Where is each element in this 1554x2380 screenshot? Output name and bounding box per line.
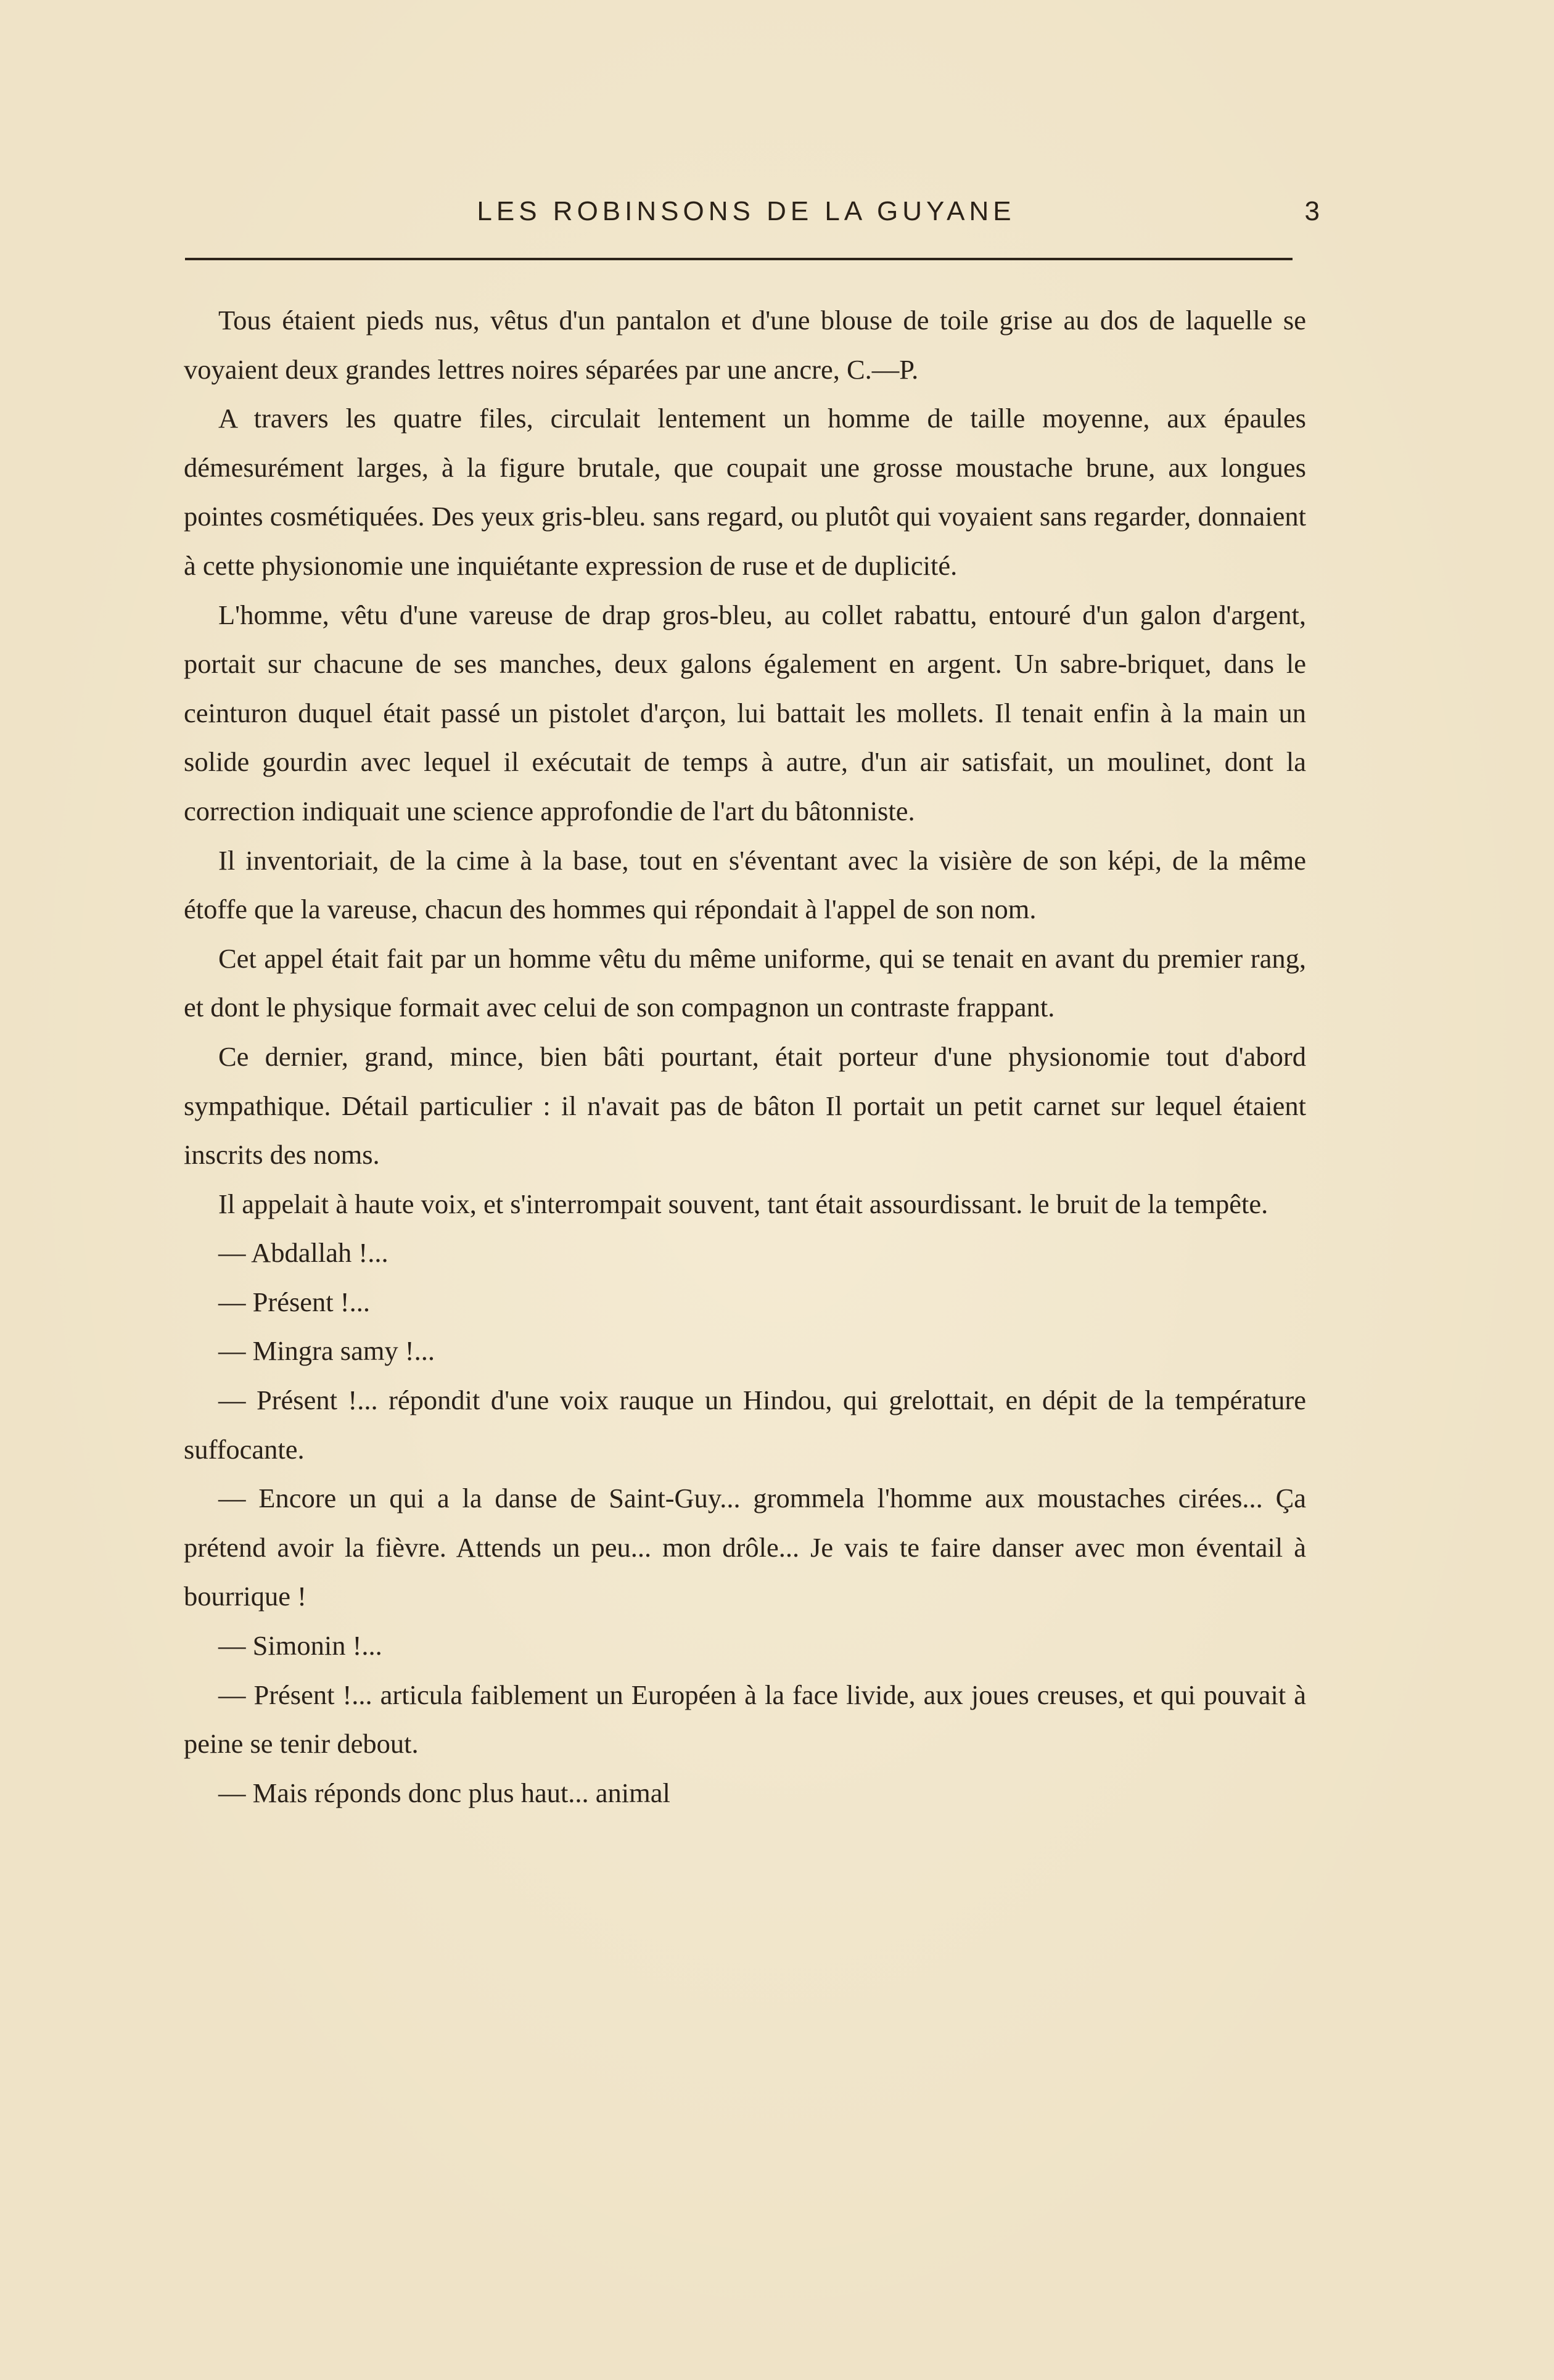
dialogue-line: — Présent !... articula faiblement un Européen à la face livide, aux joues creuses, et qui pouvait à peine se tenir debout.: [184, 1679, 1306, 1760]
paragraph: Il inventoriait, de la cime à la base, tout en s'éventant avec la visière de son képi, de la même étoffe que la vareuse, chacun des hommes qui répondait à l'appel de son nom.: [184, 844, 1306, 925]
paragraph: Ce dernier, grand, mince, bien bâti pourtant, était porteur d'une physionomie tout d'abord sympathique. Détail particulier : il n'avait pas de bâton Il portait un petit carnet sur lequel étaient inscrits des noms.: [184, 1040, 1306, 1171]
running-title: LES ROBINSONS DE LA GUYANE: [477, 196, 1016, 226]
body-text: [184, 296, 1306, 1818]
page-number: 3: [1304, 196, 1320, 226]
dialogue-line: — Présent !... répondit d'une voix rauque un Hindou, qui grelottait, en dépit de la température suffocante.: [184, 1385, 1306, 1465]
header-rule: [185, 258, 1293, 260]
paragraph: A travers les quatre files, circulait lentement un homme de taille moyenne, aux épaules démesurément larges, à la figure brutale, que coupait une grosse moustache brune, aux longues pointes cosmétiquées. Des yeux gris-bleu. sans regard, ou plutôt qui voyaient sans regarder, donnaient à cette physionomie une inquiétante expression de ruse et de duplicité.: [184, 403, 1306, 581]
dialogue-line: — Mingra samy !...: [218, 1335, 435, 1367]
page-header: [185, 196, 1320, 233]
dialogue-line: — Présent !...: [218, 1286, 370, 1317]
dialogue-line: — Simonin !...: [218, 1630, 382, 1661]
paragraph: Il appelait à haute voix, et s'interrompait souvent, tant était assourdissant. le bruit de la tempête.: [218, 1188, 1268, 1219]
dialogue-line: — Encore un qui a la danse de Saint-Guy... grommela l'homme aux moustaches cirées... Ça prétend avoir la fièvre. Attends un peu... mon drôle... Je vais te faire danser avec mon éventail à bourrique !: [184, 1483, 1306, 1612]
paragraph: Tous étaient pieds nus, vêtus d'un pantalon et d'une blouse de toile grise au dos de laquelle se voyaient deux grandes lettres noires séparées par une ancre, C.—P.: [184, 305, 1306, 385]
paragraph: L'homme, vêtu d'une vareuse de drap gros-bleu, au collet rabattu, entouré d'un galon d'argent, portait sur chacune de ses manches, deux galons également en argent. Un sabre-briquet, dans le ceinturon duquel était passé un pistolet d'arçon, lui battait les mollets. Il tenait enfin à la main un solide gourdin avec lequel il exécutait de temps à autre, d'un air satisfait, un moulinet, dont la correction indiquait une science approfondie de l'art du bâtonniste.: [184, 599, 1306, 826]
paragraph: Cet appel était fait par un homme vêtu du même uniforme, qui se tenait en avant du premier rang, et dont le physique formait avec celui de son compagnon un contraste frappant.: [184, 942, 1306, 1023]
dialogue-line: — Mais réponds donc plus haut... animal: [218, 1777, 670, 1808]
dialogue-line: — Abdallah !...: [218, 1237, 388, 1269]
